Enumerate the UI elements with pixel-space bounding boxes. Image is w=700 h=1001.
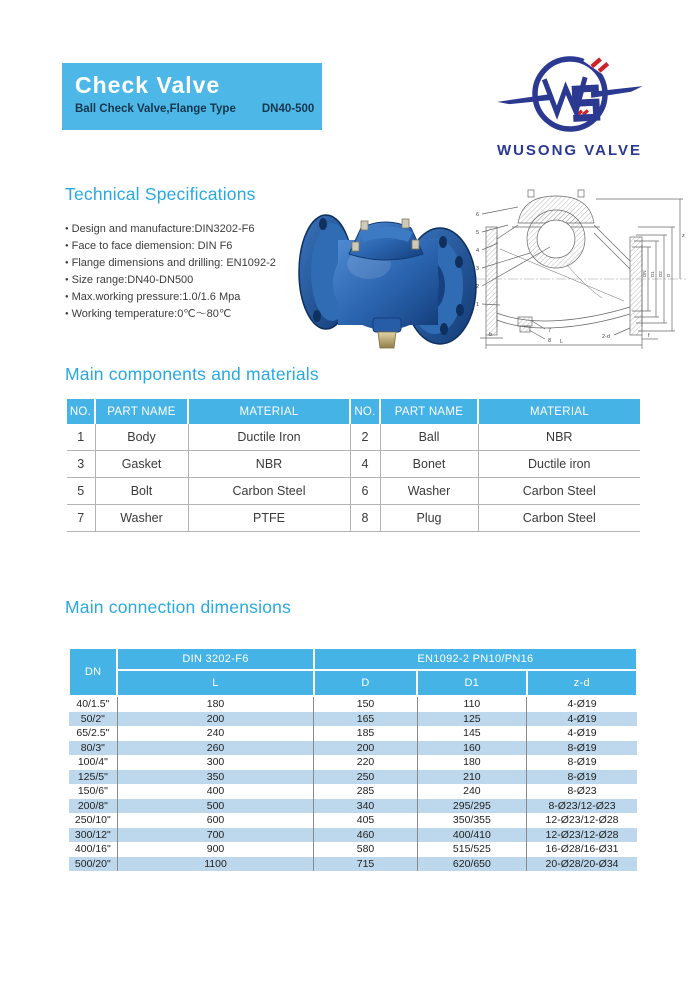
table-cell: 400/410 — [417, 828, 526, 843]
table-cell: Washer — [95, 505, 188, 532]
drawing-callout: 8 — [548, 338, 552, 344]
table-cell: 700 — [117, 828, 314, 843]
table-cell: 295/295 — [417, 799, 526, 814]
table-cell: 65/2.5" — [76, 727, 110, 740]
table-cell: 110 — [417, 696, 526, 712]
table-cell: Ductile Iron — [188, 424, 350, 451]
group-en1092: EN1092-2 PN10/PN16 — [314, 648, 637, 670]
table-cell: Plug — [380, 505, 478, 532]
table-cell: 165 — [314, 712, 417, 727]
dim-label: f — [648, 333, 650, 339]
spec-bullet-text: Max.working pressure:1.0/1.6 Mpa — [71, 291, 241, 303]
table-cell: 350/355 — [417, 813, 526, 828]
dim-label: L — [560, 339, 564, 345]
spec-bullet-text: Face to face diemension: DIN F6 — [71, 240, 233, 252]
table-cell: 6 — [350, 478, 380, 505]
col-d1: D1 — [417, 670, 526, 696]
table-cell: 715 — [314, 857, 417, 872]
table-row — [69, 712, 637, 727]
company-logo — [492, 48, 647, 159]
spec-bullet-item — [65, 255, 315, 272]
spec-bullet-item — [65, 289, 315, 306]
table-cell: 8-Ø23 — [527, 784, 637, 799]
dim-label: D2 — [658, 271, 663, 277]
table-cell: 300 — [117, 755, 314, 770]
table-cell: 250/10" — [74, 814, 111, 827]
dim-label: b — [489, 332, 493, 338]
table-row — [69, 813, 637, 828]
col-no-1: NO. — [67, 399, 95, 424]
table-cell: 400/16" — [74, 843, 111, 856]
table-row — [69, 741, 637, 756]
table-cell: 285 — [314, 784, 417, 799]
table-row — [69, 842, 637, 857]
col-l: L — [117, 670, 314, 696]
table-cell: Body — [95, 424, 188, 451]
table-cell: 405 — [314, 813, 417, 828]
table-cell: PTFE — [188, 505, 350, 532]
table-cell: 260 — [117, 741, 314, 756]
size-range-label: DN40-500 — [261, 103, 315, 115]
table-cell: Gasket — [95, 451, 188, 478]
spec-bullet-item — [65, 272, 315, 289]
col-d: D — [314, 670, 417, 696]
dim-label: D1 — [650, 271, 655, 277]
table-cell: 4-Ø19 — [527, 726, 637, 741]
table-cell: 125 — [417, 712, 526, 727]
table-cell: Ball — [380, 424, 478, 451]
drawing-callout: 3 — [476, 266, 480, 272]
table-cell: 240 — [117, 726, 314, 741]
bonnet-icon — [349, 219, 423, 260]
bullet-dot-icon: ● — [65, 243, 69, 249]
table-cell: 200 — [117, 712, 314, 727]
table-cell: 20-Ø28/20-Ø34 — [527, 857, 637, 872]
spec-bullet-item — [65, 306, 315, 323]
col-material-2: MATERIAL — [478, 399, 640, 424]
table-cell: NBR — [188, 451, 350, 478]
table-cell: 210 — [417, 770, 526, 785]
dim-header-sub-row — [69, 670, 637, 696]
col-no-2: NO. — [350, 399, 380, 424]
table-cell: 8-Ø19 — [527, 770, 637, 785]
table-cell: 125/5" — [77, 770, 108, 783]
table-cell: 900 — [117, 842, 314, 857]
product-title: Check Valve — [75, 72, 221, 98]
table-cell: 4-Ø19 — [527, 696, 637, 712]
table-cell: 1 — [67, 424, 95, 451]
bullet-dot-icon: ● — [65, 226, 69, 232]
table-cell: 340 — [314, 799, 417, 814]
table-cell: 500/20" — [74, 857, 111, 870]
bullet-dot-icon: ● — [65, 277, 69, 283]
brand-name: WUSONG VALVE — [496, 142, 643, 159]
table-row — [69, 857, 637, 872]
table-row — [69, 770, 637, 785]
table-cell: 220 — [314, 755, 417, 770]
table-cell: 200 — [314, 741, 417, 756]
table-cell: 500 — [117, 799, 314, 814]
spec-bullet-text: Size range:DN40-DN500 — [71, 274, 194, 286]
table-cell: Carbon Steel — [478, 478, 640, 505]
table-cell: 580 — [314, 842, 417, 857]
table-cell: 100/4" — [77, 756, 108, 769]
table-row — [67, 505, 640, 532]
table-cell: 460 — [314, 828, 417, 843]
col-zd: z-d — [527, 670, 637, 696]
table-cell: NBR — [478, 424, 640, 451]
drawing-callout: 4 — [476, 248, 480, 254]
table-cell: 185 — [314, 726, 417, 741]
drain-plug-icon — [373, 318, 401, 348]
table-cell: 3 — [67, 451, 95, 478]
table-cell: 400 — [117, 784, 314, 799]
table-cell: 16-Ø28/16-Ø31 — [527, 842, 637, 857]
table-row — [69, 784, 637, 799]
spec-bullet-text: Working temperature:0℃～80℃ — [71, 308, 232, 320]
product-subtitle: Ball Check Valve,Flange Type — [75, 103, 236, 115]
specs-heading: Technical Specifications — [65, 184, 256, 204]
table-cell: Washer — [380, 478, 478, 505]
table-row — [69, 828, 637, 843]
logo-mark-icon — [495, 48, 645, 140]
group-din: DIN 3202-F6 — [117, 648, 314, 670]
dimensions-heading: Main connection dimensions — [65, 597, 292, 617]
table-cell: 150 — [314, 696, 417, 712]
table-cell: Carbon Steel — [188, 478, 350, 505]
table-cell: 8-Ø19 — [527, 741, 637, 756]
technical-drawing — [472, 187, 690, 355]
table-cell: 8-Ø23/12-Ø23 — [527, 799, 637, 814]
table-cell: 4 — [350, 451, 380, 478]
components-header-row — [67, 399, 640, 424]
table-cell: Bolt — [95, 478, 188, 505]
table-cell: 80/3" — [80, 741, 105, 754]
dim-header-group-row — [69, 648, 637, 670]
bullet-dot-icon: ● — [65, 260, 69, 266]
bullet-dot-icon: ● — [65, 294, 69, 300]
spec-bullet-item — [65, 238, 315, 255]
bullet-dot-icon: ● — [65, 311, 69, 317]
drawing-callout: 2 — [476, 284, 480, 290]
table-cell: 12-Ø23/12-Ø28 — [527, 813, 637, 828]
table-cell: 1100 — [117, 857, 314, 872]
col-part-2: PART NAME — [380, 399, 478, 424]
table-cell: 240 — [417, 784, 526, 799]
table-row — [67, 451, 640, 478]
table-cell: 515/525 — [417, 842, 526, 857]
valve-photo — [293, 190, 483, 354]
table-cell: 7 — [67, 505, 95, 532]
table-cell: 180 — [417, 755, 526, 770]
product-banner — [62, 63, 322, 130]
drawing-callout: 5 — [476, 230, 480, 236]
table-cell: Bonet — [380, 451, 478, 478]
table-row — [69, 696, 637, 712]
col-part-1: PART NAME — [95, 399, 188, 424]
table-cell: 8 — [350, 505, 380, 532]
table-row — [67, 424, 640, 451]
dim-label: z — [682, 233, 685, 239]
table-cell: 12-Ø23/12-Ø28 — [527, 828, 637, 843]
table-cell: 145 — [417, 726, 526, 741]
spec-bullet-item — [65, 221, 315, 238]
table-cell: Ductile iron — [478, 451, 640, 478]
table-cell: 620/650 — [417, 857, 526, 872]
dim-label: D — [666, 273, 671, 277]
spec-bullet-text: Flange dimensions and drilling: EN1092-2 — [71, 257, 276, 269]
table-cell: 50/2" — [80, 712, 105, 725]
col-material-1: MATERIAL — [188, 399, 350, 424]
table-cell: 8-Ø19 — [527, 755, 637, 770]
components-heading: Main components and materials — [65, 364, 319, 384]
drawing-callout: 7 — [548, 328, 552, 334]
table-cell: 250 — [314, 770, 417, 785]
table-row — [69, 726, 637, 741]
drawing-callout: 6 — [476, 212, 480, 218]
dim-label: 2-d — [602, 334, 610, 340]
table-cell: 180 — [117, 696, 314, 712]
table-row — [67, 478, 640, 505]
table-cell: 160 — [417, 741, 526, 756]
col-dn: DN — [69, 648, 117, 696]
dim-label: DN — [642, 270, 647, 277]
table-cell: 5 — [67, 478, 95, 505]
table-cell: 200/8" — [77, 799, 108, 812]
spec-list — [65, 221, 315, 323]
components-table — [67, 399, 640, 532]
drawing-callout: 1 — [476, 302, 480, 308]
table-cell: 350 — [117, 770, 314, 785]
table-cell: 4-Ø19 — [527, 712, 637, 727]
table-row — [69, 755, 637, 770]
table-cell: 40/1.5" — [76, 698, 110, 711]
dimensions-table — [68, 647, 638, 871]
table-cell: 600 — [117, 813, 314, 828]
table-cell: 300/12" — [74, 828, 111, 841]
table-row — [69, 799, 637, 814]
table-cell: Carbon Steel — [478, 505, 640, 532]
table-cell: 150/6" — [77, 785, 108, 798]
table-cell: 2 — [350, 424, 380, 451]
spec-bullet-text: Design and manufacture:DIN3202-F6 — [71, 223, 255, 235]
